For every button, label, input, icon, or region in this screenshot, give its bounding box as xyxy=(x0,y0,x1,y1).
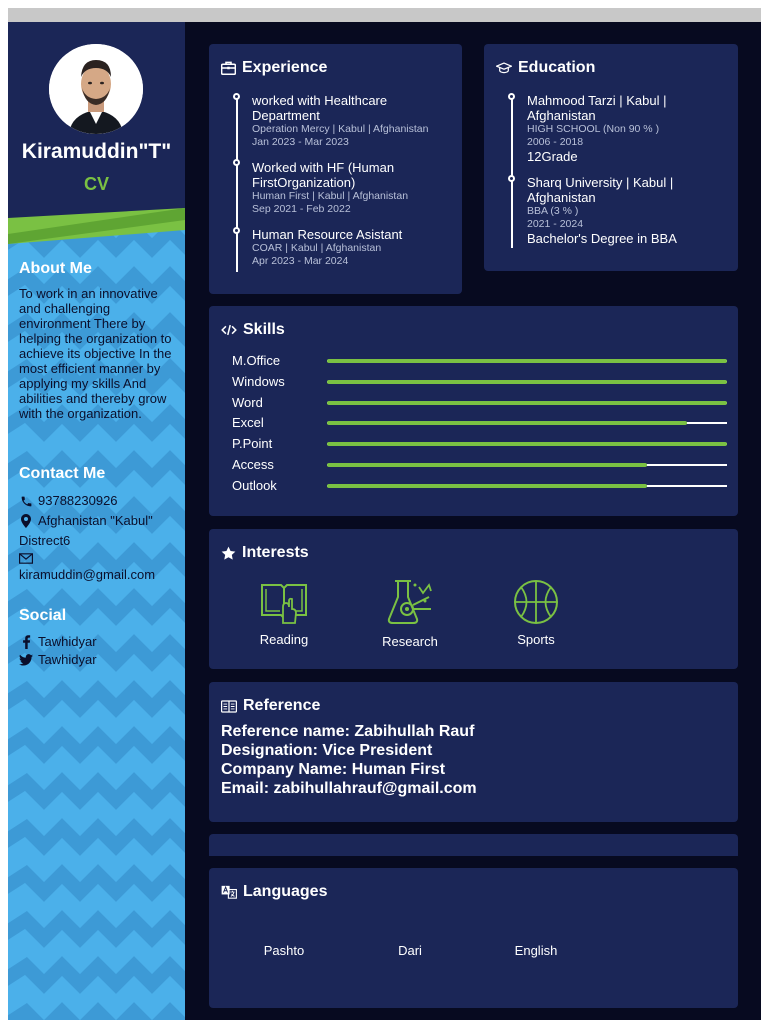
interests-heading xyxy=(221,544,309,562)
skills-heading xyxy=(221,321,285,339)
experience-role: FirstOrganization) xyxy=(252,175,356,190)
skill-label: M.Office xyxy=(232,353,281,368)
code-icon xyxy=(221,324,237,336)
language-icon xyxy=(221,885,237,899)
social-section xyxy=(19,607,179,669)
education-timeline-line xyxy=(511,96,513,248)
skill-bar-track xyxy=(327,443,727,445)
facebook-handle: Tawhidyar xyxy=(38,634,97,649)
social-twitter[interactable] xyxy=(19,651,179,669)
interests-title: Interests xyxy=(242,544,309,561)
reference-email[interactable]: Email: zabihullahrauf@gmail.com xyxy=(221,780,477,797)
contact-title: Contact Me xyxy=(19,465,106,482)
experience-org: Human First | Kabul | Afghanistan xyxy=(252,190,409,202)
social-facebook[interactable] xyxy=(19,633,179,651)
skill-label: Word xyxy=(232,394,263,410)
twitter-handle: Tawhidyar xyxy=(38,652,97,667)
timeline-dot xyxy=(233,227,240,234)
skill-bar-track xyxy=(327,402,727,404)
reference-title: Reference xyxy=(243,697,321,714)
about-title: About Me xyxy=(19,260,92,277)
skill-row xyxy=(232,456,732,476)
briefcase-icon xyxy=(221,61,236,75)
language-item: Dari xyxy=(398,943,422,958)
education-school: Mahmood Tarzi | Kabul | xyxy=(527,93,667,108)
education-degree: 12Grade xyxy=(527,149,578,164)
timeline-dot xyxy=(508,175,515,182)
experience-org: COAR | Kabul | Afghanistan xyxy=(252,242,382,254)
experience-item xyxy=(252,227,452,268)
experience-dates: Apr 2023 - Mar 2024 xyxy=(252,255,349,267)
skill-bar-track xyxy=(327,485,727,487)
facebook-icon xyxy=(19,635,33,649)
education-dates: 2006 - 2018 xyxy=(527,136,584,148)
contact-section xyxy=(19,465,179,585)
education-school: Afghanistan xyxy=(527,190,596,205)
education-item xyxy=(527,93,727,164)
social-title: Social xyxy=(19,607,67,624)
skill-bar-fill xyxy=(327,401,727,405)
language-item: Pashto xyxy=(263,943,305,958)
skill-bar-fill xyxy=(327,484,647,488)
education-heading xyxy=(496,59,595,77)
twitter-icon xyxy=(19,653,33,667)
skill-bar-fill xyxy=(327,463,647,467)
contact-address xyxy=(19,511,179,531)
profile-photo xyxy=(49,44,143,134)
education-school: Sharq University | Kabul | xyxy=(527,175,674,190)
experience-item xyxy=(252,160,452,216)
skill-row xyxy=(232,394,732,414)
languages-heading xyxy=(221,883,327,901)
skill-bar-fill xyxy=(327,359,727,363)
experience-card xyxy=(209,44,462,294)
skills-card xyxy=(209,306,738,516)
about-section xyxy=(19,260,179,421)
languages-card xyxy=(209,868,738,1008)
reference-card xyxy=(209,682,738,822)
skill-label: P.Point xyxy=(232,436,273,452)
cv-page xyxy=(8,22,761,1020)
skill-label: Outlook xyxy=(232,477,277,493)
address-book-icon xyxy=(221,700,237,713)
experience-timeline-line xyxy=(236,96,238,272)
timeline-dot xyxy=(233,93,240,100)
reference-company: Company Name: Human First xyxy=(221,761,446,778)
skill-bar-fill xyxy=(327,380,727,384)
about-text: To work in an innovative and challenging environment There by helping the organization to achieve its objective In the most efficient manner by applying my skills And abilities and thereby grow with the organization. xyxy=(19,286,172,421)
timeline-dot xyxy=(233,159,240,166)
education-dates: 2021 - 2024 xyxy=(527,218,584,230)
address-line-2: Distrect6 xyxy=(19,533,71,548)
reference-designation: Designation: Vice President xyxy=(221,742,433,759)
interest-reading xyxy=(234,579,334,647)
experience-role: Human Resource Asistant xyxy=(252,227,403,242)
skills-title: Skills xyxy=(243,321,285,338)
timeline-dot xyxy=(508,93,515,100)
skill-row xyxy=(232,414,732,434)
top-bar xyxy=(8,8,761,22)
interest-label: Reading xyxy=(259,632,309,647)
experience-role: Department xyxy=(252,108,320,123)
skill-bar-fill xyxy=(327,442,727,446)
experience-heading xyxy=(221,59,327,77)
experience-item xyxy=(252,93,452,149)
skill-row xyxy=(232,435,732,455)
location-icon xyxy=(19,514,33,528)
education-level: BBA (3 % ) xyxy=(527,205,579,217)
experience-dates: Jan 2023 - Mar 2023 xyxy=(252,136,349,148)
reference-heading xyxy=(221,697,320,715)
interest-label: Sports xyxy=(517,632,555,647)
education-school: Afghanistan xyxy=(527,108,596,123)
envelope-icon xyxy=(19,551,33,565)
skill-row xyxy=(232,477,732,497)
experience-dates: Sep 2021 - Feb 2022 xyxy=(252,203,351,215)
skill-bar-track xyxy=(327,464,727,466)
education-item xyxy=(527,175,727,246)
interest-research xyxy=(360,579,460,649)
experience-role: worked with Healthcare xyxy=(252,93,388,108)
skill-label: Access xyxy=(232,457,274,472)
phone-text: 93788230926 xyxy=(38,493,118,508)
address-line-1: Afghanistan "Kabul" xyxy=(38,513,153,528)
experience-title: Experience xyxy=(242,59,328,76)
skill-label: Excel xyxy=(232,415,264,431)
experience-role: Worked with HF (Human xyxy=(252,160,395,175)
flask-icon xyxy=(385,579,435,627)
education-title: Education xyxy=(518,59,596,76)
education-level: HIGH SCHOOL (Non 90 % ) xyxy=(527,123,660,135)
skill-label: Windows xyxy=(232,373,285,389)
basketball-icon xyxy=(512,579,560,625)
sidebar xyxy=(8,22,185,1020)
education-card xyxy=(484,44,738,271)
phone-icon xyxy=(19,494,33,508)
language-item: English xyxy=(514,943,558,958)
contact-phone[interactable] xyxy=(19,491,179,511)
reference-details xyxy=(221,722,477,798)
star-icon xyxy=(221,546,236,561)
graduation-cap-icon xyxy=(496,62,512,74)
reference-name: Reference name: Zabihullah Rauf xyxy=(221,723,475,740)
skill-row xyxy=(232,352,732,372)
languages-title: Languages xyxy=(243,883,328,900)
skill-row xyxy=(232,373,732,393)
interest-label: Research xyxy=(382,634,438,649)
education-degree: Bachelor's Degree in BBA xyxy=(527,231,677,246)
contact-email[interactable]: kiramuddin@gmail.com xyxy=(19,567,156,582)
interests-card xyxy=(209,529,738,669)
skill-bar-track xyxy=(327,360,727,362)
skill-bar-track xyxy=(327,381,727,383)
open-book-icon xyxy=(259,579,309,625)
skill-bar-track xyxy=(327,422,727,424)
skill-bar-fill xyxy=(327,421,687,425)
email-icon-row xyxy=(19,551,179,565)
interest-sports xyxy=(486,579,586,647)
profile-name: Kiramuddin"T" xyxy=(21,140,172,163)
experience-org: Operation Mercy | Kabul | Afghanistan xyxy=(252,123,429,135)
empty-section xyxy=(209,834,738,856)
profile-role: CV xyxy=(83,174,109,194)
